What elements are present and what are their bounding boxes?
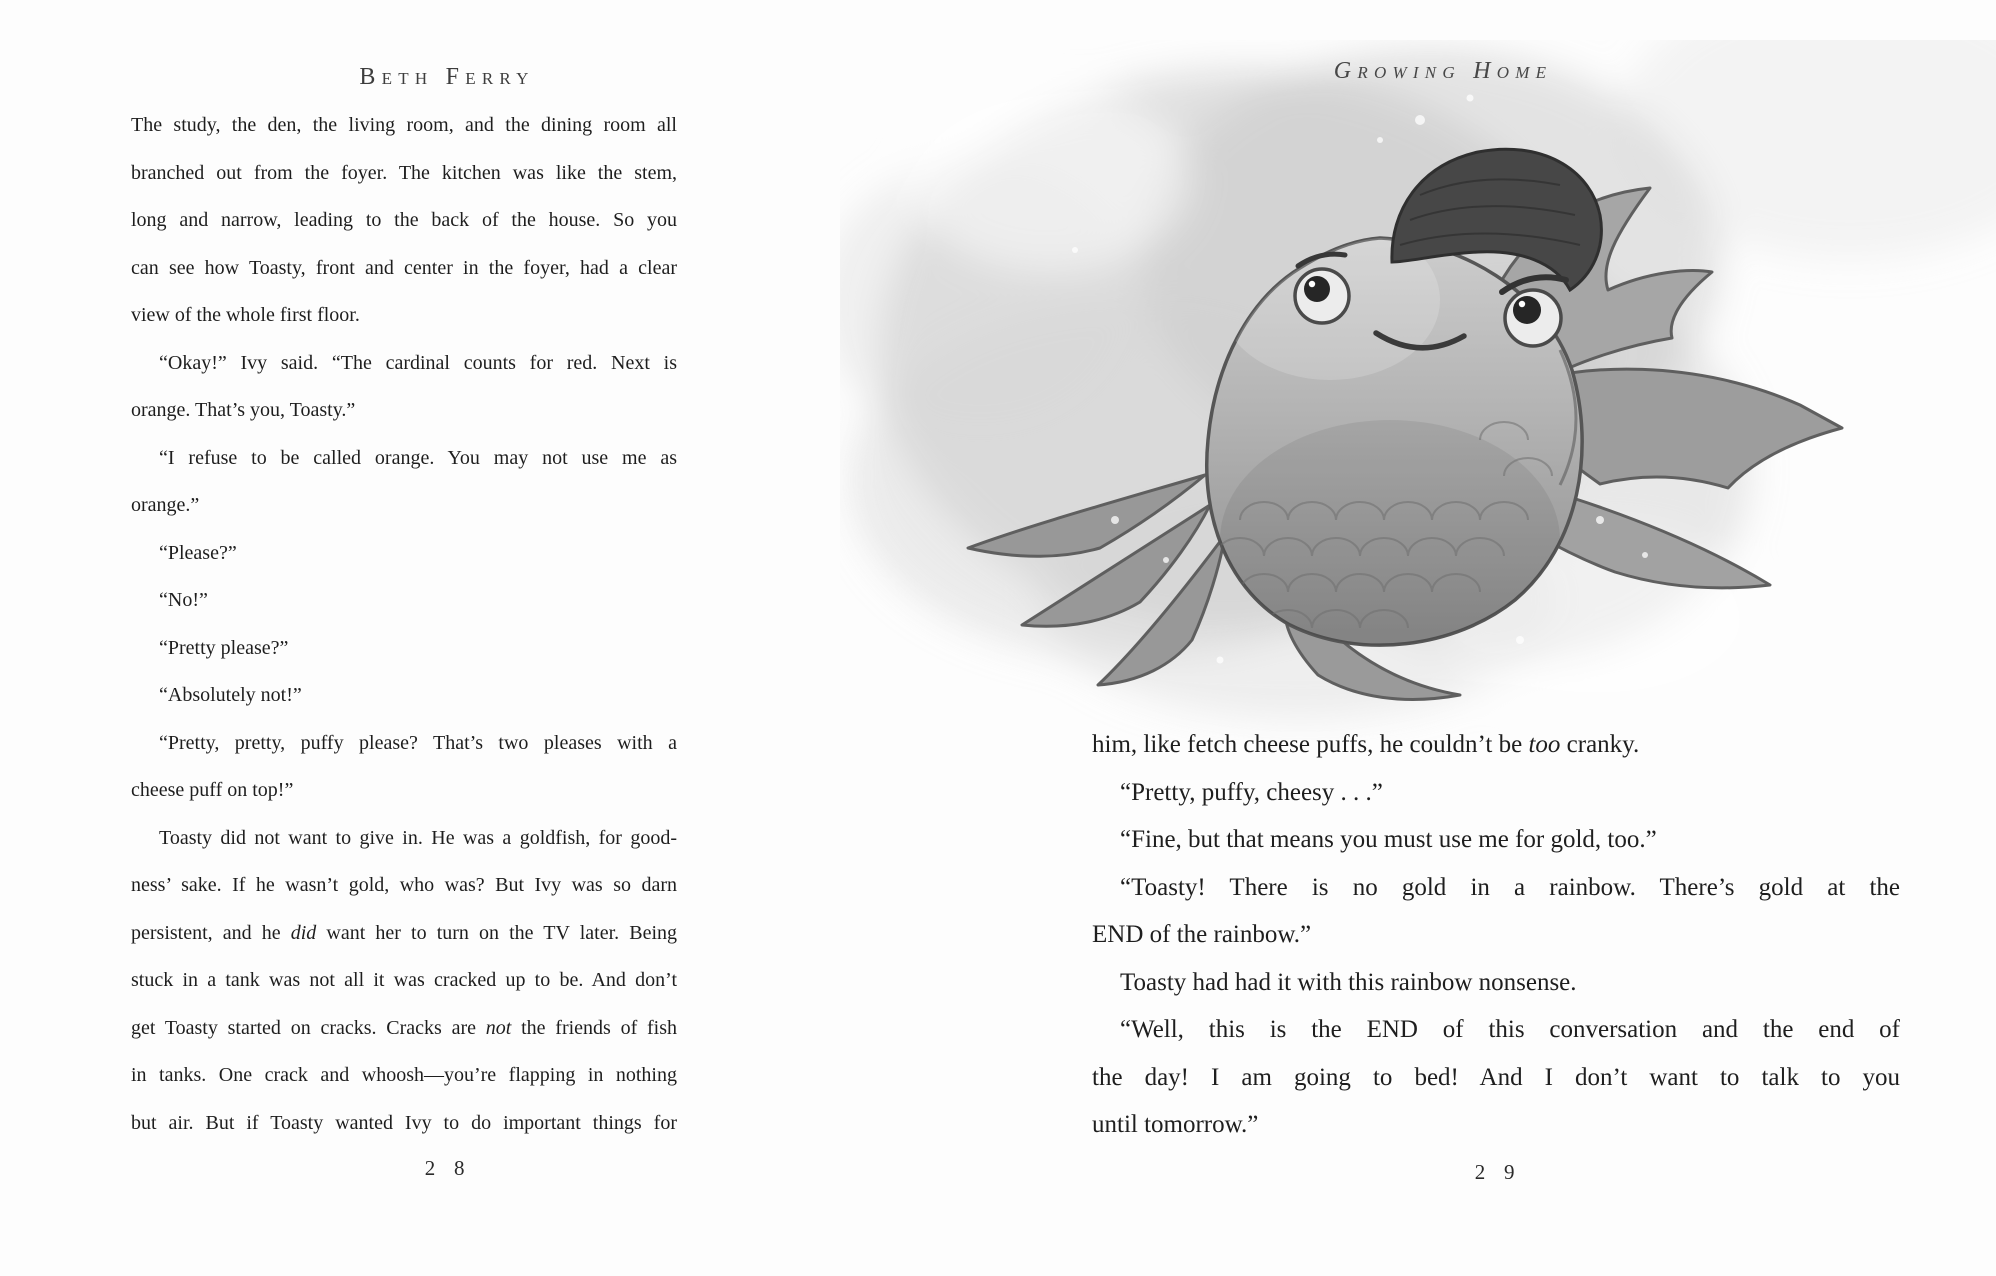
text-line: but air. But if Toasty wanted Ivy to do important things for — [131, 1111, 677, 1134]
text-line: him, like fetch cheese puffs, he couldn’t be too cranky. — [1092, 731, 1640, 758]
text-line: cheese puff on top!” — [131, 779, 294, 801]
text-line: “Please?” — [159, 541, 237, 564]
text-line: “Pretty, pretty, puffy please? That’s two pleases with a — [159, 731, 677, 754]
text-line: “I refuse to be called orange. You may not use me as — [159, 446, 677, 469]
left-text-block — [131, 102, 677, 1147]
left-page-number: 2 8 — [424, 1156, 472, 1180]
text-line: stuck in a tank was not all it was cracked up to be. And don’t — [131, 969, 677, 991]
text-line: “Pretty please?” — [159, 636, 289, 659]
text-line: branched out from the foyer. The kitchen was like the stem, — [131, 161, 677, 184]
text-line: “Fine, but that means you must use me for gold, too.” — [1120, 826, 1657, 853]
text-line: long and narrow, leading to the back of the house. So you — [131, 209, 677, 231]
left-running-head: Beth Ferry — [359, 64, 535, 90]
right-running-head: Growing Home — [1333, 58, 1553, 84]
text-line: Toasty did not want to give in. He was a goldfish, for good- — [159, 826, 677, 849]
text-line: in tanks. One crack and whoosh—you’re flapping in nothing — [131, 1064, 677, 1086]
goldfish-illustration — [840, 40, 1996, 740]
text-line: get Toasty started on cracks. Cracks are not the friends of fish — [131, 1016, 677, 1039]
text-line: Toasty had had it with this rainbow nonsense. — [1120, 968, 1577, 996]
text-line: ness’ sake. If he wasn’t gold, who was? But Ivy was so darn — [131, 874, 677, 896]
right-page-number: 2 9 — [1474, 1160, 1522, 1184]
text-line: The study, the den, the living room, and the dining room all — [131, 114, 677, 136]
text-line: “Okay!” Ivy said. “The cardinal counts for red. Next is — [159, 351, 677, 374]
text-line: orange. That’s you, Toasty.” — [131, 399, 356, 421]
text-line: “Well, this is the END of this conversation and the end of — [1120, 1016, 1900, 1043]
text-line: view of the whole first floor. — [131, 304, 360, 326]
text-line: until tomorrow.” — [1092, 1111, 1259, 1138]
text-line: can see how Toasty, front and center in the foyer, had a clear — [131, 256, 677, 279]
text-line: the day! I am going to bed! And I don’t want to talk to you — [1092, 1063, 1900, 1091]
right-text-block — [1092, 721, 1900, 1149]
text-line: “No!” — [159, 589, 208, 611]
text-line: orange.” — [131, 494, 200, 516]
text-line: “Pretty, puffy, cheesy . . .” — [1120, 778, 1383, 806]
text-line: persistent, and he did want her to turn on the TV later. Being — [131, 921, 678, 944]
text-line: “Absolutely not!” — [159, 684, 302, 706]
text-line: END of the rainbow.” — [1092, 921, 1312, 948]
text-line: “Toasty! There is no gold in a rainbow. There’s gold at the — [1120, 873, 1900, 901]
